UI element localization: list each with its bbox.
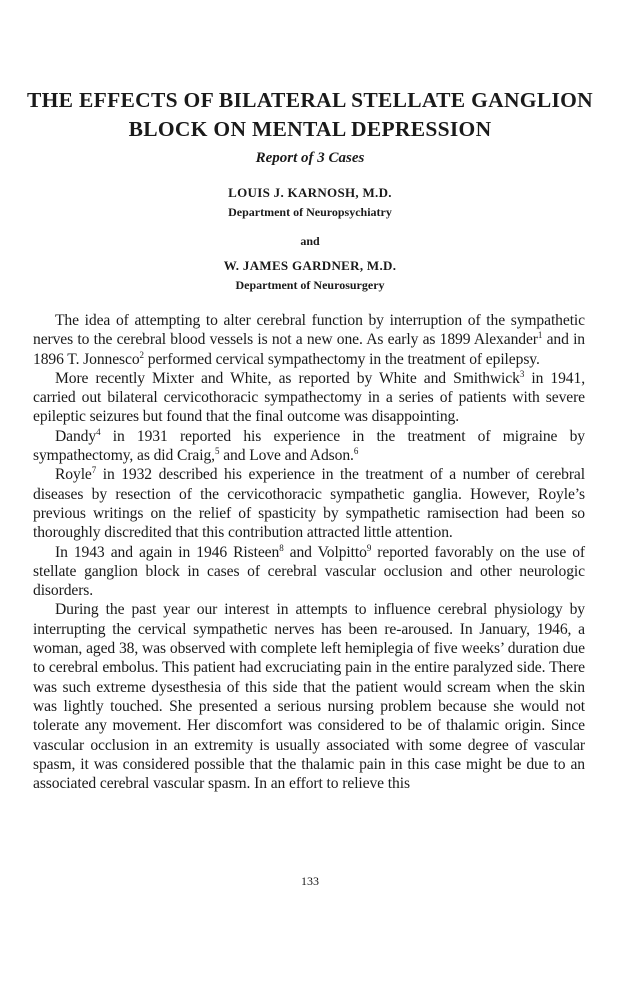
body-paragraph [33,369,585,427]
title-line-2: BLOCK ON MENTAL DEPRESSION [128,117,492,141]
author-department-1: Department of Neuropsychiatry [228,205,392,219]
reference-superscript: 1 [537,330,543,341]
reference-superscript: 5 [214,446,220,457]
reference-superscript: 2 [139,349,144,360]
body-text-run: Royle [55,466,92,484]
body-paragraph [33,427,585,466]
article-body [33,311,585,793]
author-department-2: Department of Neurosurgery [235,278,385,292]
title-line-1: THE EFFECTS OF BILATERAL STELLATE GANGLION [27,88,593,112]
body-text-run: Dandy [55,427,97,445]
reference-superscript: 7 [91,465,97,476]
body-text-run: and in 1896 T. Jonnesco [33,331,585,368]
author-name-1: LOUIS J. KARNOSH, M.D. [228,185,392,200]
body-text-run: in 1932 described his experience in the treatment of a number of cerebral diseases by resection of the cervicothoracic sympathetic ganglia. However, Royle’s previous writings on the relief of spasticity by sympathetic ramisection had been so thoroughly discredited that this contribution attracted little attention. [33,466,585,542]
reference-superscript: 3 [519,368,525,379]
reference-superscript: 8 [279,542,284,553]
body-text-run: in 1941, carried out bilateral cervicothoracic sympathectomy in a series of patients with severe epileptic seizures but found that the final outcome was disappointing. [33,369,585,426]
body-text-run: In 1943 and again in 1946 Risteen [55,543,280,561]
body-text-run: The idea of attempting to alter cerebral function by interruption of the sympathetic nerves to the cerebral blood vessels is not a new one. As early as 1899 Alexander [33,312,585,349]
reference-superscript: 9 [366,542,372,553]
body-text-run: More recently Mixter and White, as reported by White and Smithwick [55,369,520,387]
body-text-run: and Volpitto [283,543,367,561]
body-text-run: reported favorably on the use of stellate ganglion block in cases of cerebral vascular occlusion and other neurologic disorders. [33,543,585,600]
page-number: 133 [301,874,319,888]
author-name-2: W. JAMES GARDNER, M.D. [223,258,397,273]
body-paragraph [33,543,585,601]
body-text-run: in 1931 reported his experience in the treatment of migraine by sympathectomy, as did Craig, [33,427,585,465]
reference-superscript: 6 [353,446,359,457]
body-paragraph [33,311,585,369]
body-paragraph [33,600,585,793]
body-text-run: and Love and Adson. [219,447,354,465]
body-text-run: During the past year our interest in attempts to influence cerebral physiology by interrupting the cervical sympathetic nerves has been re-aroused. In January, 1946, a woman, aged 38, was observed with complete left hemiplegia of five weeks’ duration due to cerebral embolus. This patient had excruciating pain in the entire paralyzed side. There was such extreme dysesthesia of this side that the patient would scream when the skin was lightly touched. She presented a serious nursing problem because she would not tolerate any movement. Her discomfort was considered to be of thalamic origin. Since vascular occlusion in an extremity is usually associated with some degree of vascular spasm, it was considered possible that the thalamic pain in this case might be due to an associated cerebral vascular spasm. In an effort to relieve this [33,601,585,793]
body-paragraph [33,465,585,542]
author-conjunction: and [300,234,320,248]
body-text-run: performed cervical sympathectomy in the treatment of epilepsy. [143,350,540,368]
article-subtitle: Report of 3 Cases [255,150,365,166]
article-title [20,86,600,144]
reference-superscript: 4 [96,426,101,437]
